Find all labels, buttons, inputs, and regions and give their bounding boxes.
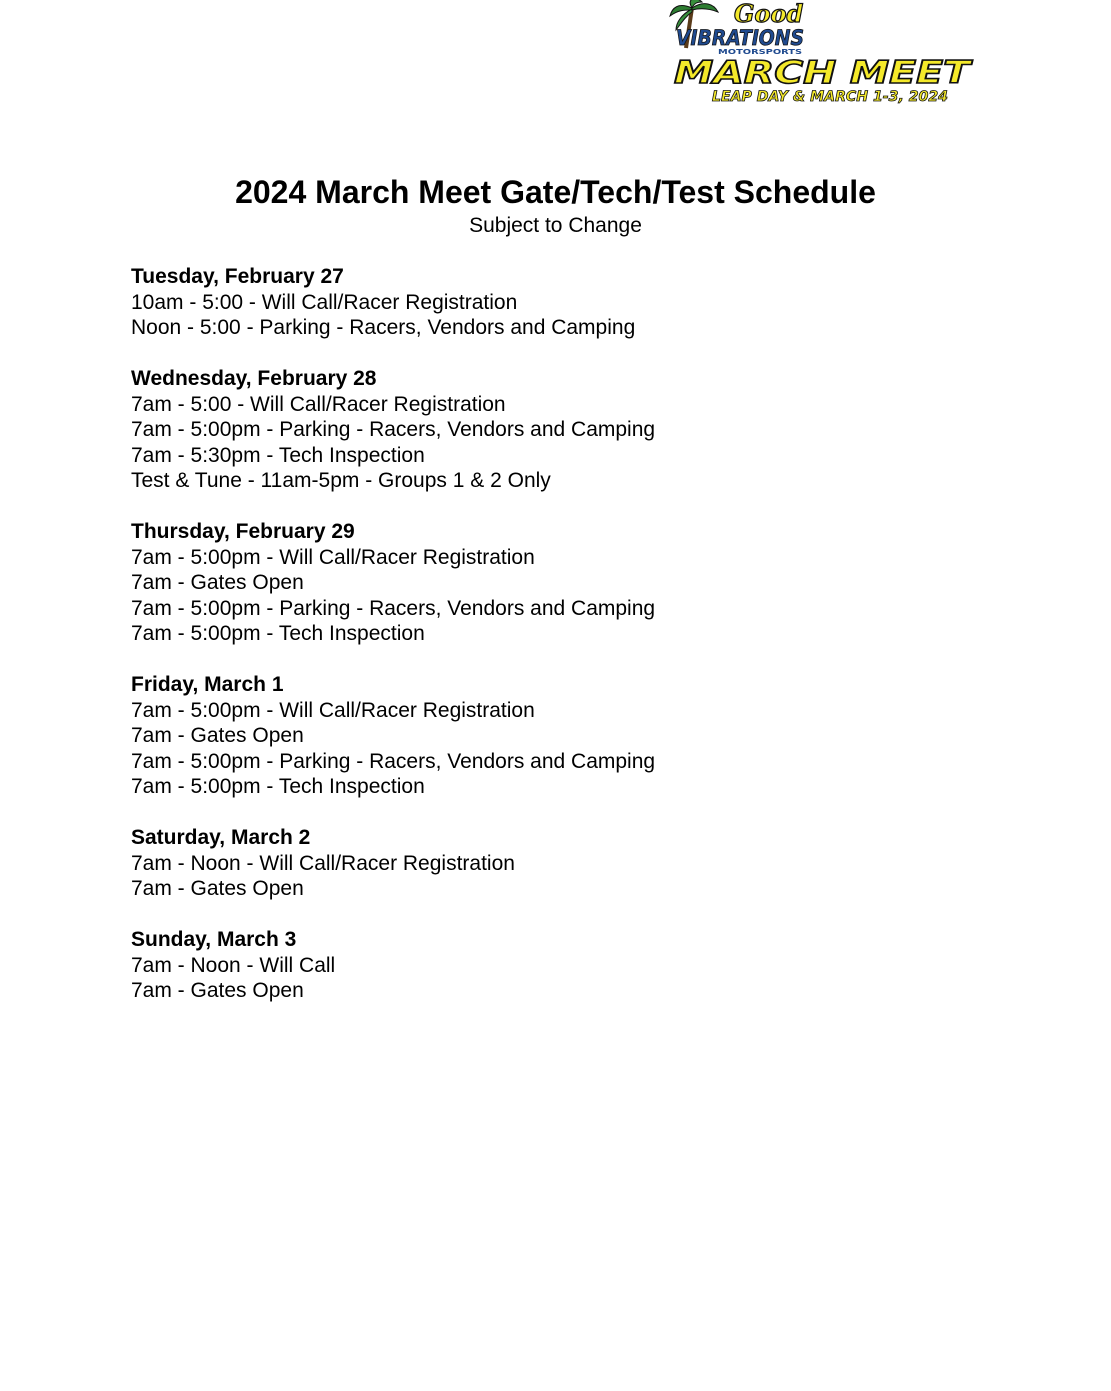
schedule-entry: 7am - Gates Open [131,979,304,1002]
schedule-entry: 7am - 5:00pm - Parking - Racers, Vendors and Camping [131,418,656,441]
logo-brand-top: Good [734,0,804,28]
logo-brand-main: VIBRATIONS [676,26,804,50]
schedule-entry: Noon - 5:00 - Parking - Racers, Vendors and Camping [131,316,636,339]
day-section-friday [131,672,1031,800]
page-title: 2024 March Meet Gate/Tech/Test Schedule [235,174,876,210]
event-logo [668,0,978,110]
schedule-entry: 7am - Gates Open [131,877,304,900]
schedule-entry: 7am - Noon - Will Call/Racer Registration [131,851,515,875]
day-section-tuesday [131,264,1031,341]
schedule-entry: 7am - Noon - Will Call [131,953,336,977]
day-heading: Wednesday, February 28 [131,367,377,390]
logo-event-dates: LEAP DAY & MARCH 1-3, 2024 [712,89,948,105]
schedule-list [131,264,1031,1029]
schedule-entry: 7am - 5:00pm - Tech Inspection [131,775,425,798]
schedule-entry: 7am - 5:00pm - Will Call/Racer Registration [131,698,535,722]
schedule-entry: 7am - 5:00pm - Will Call/Racer Registration [131,545,535,569]
day-heading: Sunday, March 3 [131,928,297,951]
day-heading: Thursday, February 29 [131,520,355,543]
page-subtitle: Subject to Change [469,214,642,237]
schedule-entry: Test & Tune - 11am-5pm - Groups 1 & 2 Only [131,469,551,492]
day-section-thursday [131,519,1031,647]
schedule-entry: 7am - 5:00pm - Parking - Racers, Vendors and Camping [131,596,656,620]
schedule-entry: 7am - Gates Open [131,724,304,747]
schedule-entry: 10am - 5:00 - Will Call/Racer Registration [131,290,518,314]
day-heading: Saturday, March 2 [131,826,311,849]
day-section-wednesday [131,366,1031,494]
day-section-saturday [131,825,1031,902]
day-heading: Tuesday, February 27 [131,265,344,288]
schedule-entry: 7am - 5:30pm - Tech Inspection [131,443,425,467]
day-heading: Friday, March 1 [131,673,284,696]
schedule-entry: 7am - 5:00 - Will Call/Racer Registration [131,392,506,416]
schedule-entry: 7am - 5:00pm - Tech Inspection [131,622,425,645]
logo-event-name: MARCH MEET [674,55,974,91]
logo-brand-sub: MOTORSPORTS [718,48,802,56]
schedule-entry: 7am - 5:00pm - Parking - Racers, Vendors and Camping [131,749,656,773]
schedule-entry: 7am - Gates Open [131,571,304,594]
day-section-sunday [131,927,1031,1004]
event-logo-graphic [668,0,978,110]
